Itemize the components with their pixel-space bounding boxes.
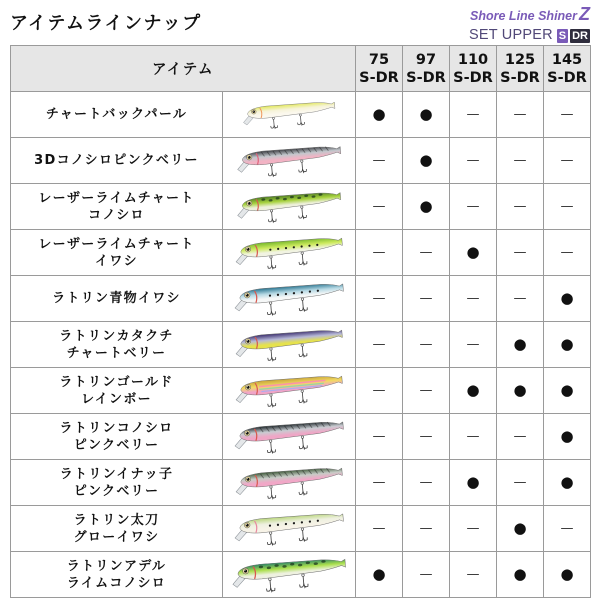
availability-cell-125 bbox=[497, 506, 544, 552]
availability-cell-97 bbox=[403, 460, 450, 506]
front-treble-hook bbox=[266, 301, 275, 315]
lure-body bbox=[247, 100, 335, 120]
column-type-label: S-DR bbox=[359, 69, 399, 86]
lure-icon bbox=[233, 464, 345, 501]
item-image-cell bbox=[223, 414, 356, 460]
availability-cell-75 bbox=[356, 460, 403, 506]
column-size-label: 75 bbox=[368, 51, 390, 68]
column-header-97 bbox=[403, 46, 450, 92]
front-treble-hook bbox=[267, 255, 276, 269]
availability-cell-125 bbox=[497, 322, 544, 368]
lure-drawing bbox=[235, 143, 344, 179]
availability-cell-125 bbox=[497, 460, 544, 506]
item-name: ラトリンカタクチ bbox=[59, 328, 174, 344]
availability-cell-145 bbox=[544, 138, 591, 184]
unavailable-mark: — bbox=[560, 245, 574, 260]
unavailable-mark: — bbox=[419, 475, 433, 490]
lure-icon bbox=[232, 418, 346, 456]
lure-drawing bbox=[241, 99, 337, 131]
available-mark: ● bbox=[560, 427, 574, 445]
rear-treble-hook bbox=[298, 160, 307, 173]
unavailable-mark: — bbox=[466, 567, 480, 582]
unavailable-mark: — bbox=[419, 245, 433, 260]
availability-cell-125 bbox=[497, 414, 544, 460]
column-type-label: S-DR bbox=[453, 69, 493, 86]
lure-body bbox=[237, 557, 346, 581]
availability-cell-97 bbox=[403, 92, 450, 138]
item-name-cell bbox=[11, 368, 223, 414]
item-name: イワシ bbox=[95, 253, 138, 269]
availability-cell-110 bbox=[450, 506, 497, 552]
availability-cell-145 bbox=[544, 322, 591, 368]
lure-drawing bbox=[233, 464, 345, 501]
availability-cell-75 bbox=[356, 138, 403, 184]
lure-icon bbox=[232, 510, 346, 548]
column-header-110 bbox=[450, 46, 497, 92]
availability-cell-110 bbox=[450, 552, 497, 598]
rear-treble-hook bbox=[298, 528, 307, 542]
rear-treble-hook bbox=[298, 298, 307, 312]
unavailable-mark: — bbox=[560, 199, 574, 214]
item-name-cell bbox=[11, 92, 223, 138]
available-mark: ● bbox=[560, 565, 574, 583]
logo-brand-line bbox=[448, 6, 590, 25]
front-treble-hook bbox=[270, 117, 278, 129]
lure-body bbox=[240, 328, 343, 351]
availability-cell-145 bbox=[544, 460, 591, 506]
availability-cell-75 bbox=[356, 230, 403, 276]
rear-treble-hook bbox=[298, 436, 307, 450]
column-type-label: S-DR bbox=[547, 69, 587, 86]
availability-cell-145 bbox=[544, 184, 591, 230]
unavailable-mark: — bbox=[513, 245, 527, 260]
lure-icon bbox=[233, 372, 345, 409]
availability-cell-145 bbox=[544, 92, 591, 138]
column-size-label: 125 bbox=[504, 51, 536, 68]
unavailable-mark: — bbox=[513, 199, 527, 214]
logo-badge-dr: DR bbox=[572, 29, 588, 42]
unavailable-mark: — bbox=[372, 245, 386, 260]
lure-eye bbox=[245, 246, 251, 252]
available-mark: ● bbox=[560, 473, 574, 491]
availability-cell-125 bbox=[497, 138, 544, 184]
lure-drawing bbox=[235, 189, 344, 225]
lure-drawing bbox=[232, 510, 346, 548]
front-treble-hook bbox=[267, 393, 276, 407]
available-mark: ● bbox=[372, 105, 386, 123]
unavailable-mark: — bbox=[419, 383, 433, 398]
item-name: ライムコノシロ bbox=[66, 575, 167, 591]
availability-cell-75 bbox=[356, 368, 403, 414]
lure-icon bbox=[230, 555, 349, 594]
availability-cell-125 bbox=[497, 184, 544, 230]
header-item: アイテム bbox=[11, 46, 356, 92]
availability-cell-110 bbox=[450, 230, 497, 276]
item-image-cell bbox=[223, 276, 356, 322]
availability-cell-110 bbox=[450, 92, 497, 138]
availability-cell-97 bbox=[403, 414, 450, 460]
available-mark: ● bbox=[513, 381, 527, 399]
column-size-label: 97 bbox=[415, 51, 437, 68]
availability-cell-97 bbox=[403, 368, 450, 414]
rear-treble-hook bbox=[298, 482, 307, 496]
item-image-cell bbox=[223, 322, 356, 368]
unavailable-mark: — bbox=[466, 337, 480, 352]
item-name-cell bbox=[11, 138, 223, 184]
item-image-cell bbox=[223, 368, 356, 414]
column-size-label: 110 bbox=[457, 51, 489, 68]
item-name: 3Dコノシロピンクベリー bbox=[34, 153, 199, 168]
lure-icon bbox=[235, 189, 344, 225]
item-image-cell bbox=[223, 460, 356, 506]
available-mark: ● bbox=[513, 335, 527, 353]
availability-cell-110 bbox=[450, 460, 497, 506]
availability-cell-125 bbox=[497, 552, 544, 598]
unavailable-mark: — bbox=[466, 429, 480, 444]
unavailable-mark: — bbox=[372, 291, 386, 306]
unavailable-mark: — bbox=[466, 153, 480, 168]
lure-body bbox=[240, 374, 343, 397]
lure-body bbox=[239, 420, 344, 443]
availability-cell-75 bbox=[356, 552, 403, 598]
brand-logo bbox=[448, 6, 590, 44]
lure-icon bbox=[235, 143, 344, 179]
column-header-145 bbox=[544, 46, 591, 92]
item-name-cell bbox=[11, 322, 223, 368]
lure-eye bbox=[245, 384, 251, 390]
availability-cell-110 bbox=[450, 276, 497, 322]
lure-drawing bbox=[233, 372, 345, 409]
available-mark: ● bbox=[560, 381, 574, 399]
available-mark: ● bbox=[466, 381, 480, 399]
availability-cell-110 bbox=[450, 138, 497, 184]
availability-cell-75 bbox=[356, 506, 403, 552]
availability-cell-145 bbox=[544, 230, 591, 276]
available-mark: ● bbox=[419, 105, 433, 123]
unavailable-mark: — bbox=[419, 291, 433, 306]
item-name-cell bbox=[11, 184, 223, 230]
unavailable-mark: — bbox=[560, 153, 574, 168]
item-image-cell bbox=[223, 552, 356, 598]
availability-cell-110 bbox=[450, 368, 497, 414]
lure-icon bbox=[232, 280, 346, 318]
item-image-cell bbox=[223, 184, 356, 230]
availability-cell-97 bbox=[403, 552, 450, 598]
lure-body bbox=[240, 466, 343, 489]
availability-cell-125 bbox=[497, 368, 544, 414]
rear-treble-hook bbox=[297, 114, 305, 126]
unavailable-mark: — bbox=[419, 337, 433, 352]
item-name-cell bbox=[11, 460, 223, 506]
unavailable-mark: — bbox=[466, 521, 480, 536]
lineup-table bbox=[10, 45, 591, 598]
unavailable-mark: — bbox=[419, 429, 433, 444]
item-name: ラトリンコノシロ bbox=[59, 420, 174, 436]
item-name: チャートベリー bbox=[66, 345, 167, 361]
availability-cell-110 bbox=[450, 184, 497, 230]
availability-cell-110 bbox=[450, 322, 497, 368]
front-treble-hook bbox=[266, 531, 275, 545]
rear-treble-hook bbox=[299, 574, 309, 589]
logo-brand-mark: Z bbox=[579, 4, 590, 24]
unavailable-mark: — bbox=[372, 383, 386, 398]
lure-drawing bbox=[232, 280, 346, 318]
availability-cell-75 bbox=[356, 276, 403, 322]
column-type-label: S-DR bbox=[406, 69, 446, 86]
item-image-cell bbox=[223, 230, 356, 276]
front-treble-hook bbox=[268, 163, 277, 176]
front-treble-hook bbox=[267, 347, 276, 361]
item-name-cell bbox=[11, 230, 223, 276]
availability-cell-97 bbox=[403, 322, 450, 368]
unavailable-mark: — bbox=[372, 153, 386, 168]
item-name: ピンクベリー bbox=[73, 437, 160, 453]
unavailable-mark: — bbox=[513, 429, 527, 444]
unavailable-mark: — bbox=[466, 291, 480, 306]
unavailable-mark: — bbox=[513, 291, 527, 306]
rear-treble-hook bbox=[298, 344, 307, 358]
available-mark: ● bbox=[466, 243, 480, 261]
available-mark: ● bbox=[419, 197, 433, 215]
logo-brand-name: Shore Line Shiner bbox=[470, 9, 577, 23]
availability-cell-125 bbox=[497, 276, 544, 322]
rear-treble-hook bbox=[298, 390, 307, 404]
lure-body bbox=[242, 144, 341, 166]
item-name: ラトリン太刀 bbox=[73, 512, 160, 528]
unavailable-mark: — bbox=[513, 153, 527, 168]
lure-eye bbox=[244, 430, 250, 436]
column-size-label: 145 bbox=[551, 51, 583, 68]
front-treble-hook bbox=[266, 439, 275, 453]
logo-series-line bbox=[448, 27, 590, 44]
availability-cell-97 bbox=[403, 184, 450, 230]
unavailable-mark: — bbox=[466, 107, 480, 122]
availability-cell-75 bbox=[356, 414, 403, 460]
lure-body bbox=[242, 190, 341, 212]
available-mark: ● bbox=[560, 335, 574, 353]
item-name: ラトリン青物イワシ bbox=[52, 291, 181, 306]
lure-drawing bbox=[233, 234, 345, 271]
unavailable-mark: — bbox=[372, 199, 386, 214]
availability-cell-125 bbox=[497, 230, 544, 276]
availability-cell-145 bbox=[544, 368, 591, 414]
front-treble-hook bbox=[266, 578, 276, 593]
availability-cell-75 bbox=[356, 92, 403, 138]
availability-cell-145 bbox=[544, 506, 591, 552]
availability-cell-97 bbox=[403, 138, 450, 184]
lure-drawing bbox=[233, 326, 345, 363]
lure-body bbox=[240, 236, 343, 259]
item-name: ピンクベリー bbox=[73, 483, 160, 499]
lure-eye bbox=[244, 292, 250, 298]
unavailable-mark: — bbox=[466, 199, 480, 214]
item-name: レーザーライムチャート bbox=[38, 190, 195, 206]
unavailable-mark: — bbox=[513, 475, 527, 490]
lure-drawing bbox=[232, 418, 346, 456]
available-mark: ● bbox=[372, 565, 386, 583]
availability-cell-75 bbox=[356, 184, 403, 230]
lure-body bbox=[239, 512, 344, 535]
lure-drawing bbox=[230, 555, 349, 594]
item-name: ラトリンゴールド bbox=[59, 374, 174, 390]
unavailable-mark: — bbox=[513, 107, 527, 122]
logo-series-name: SET UPPER bbox=[469, 27, 553, 43]
column-type-label: S-DR bbox=[500, 69, 540, 86]
lure-eye bbox=[242, 568, 248, 574]
item-name-cell bbox=[11, 506, 223, 552]
lure-eye bbox=[245, 338, 251, 344]
unavailable-mark: — bbox=[419, 567, 433, 582]
unavailable-mark: — bbox=[372, 337, 386, 352]
lure-body bbox=[239, 282, 344, 305]
available-mark: ● bbox=[560, 289, 574, 307]
item-name: レインボー bbox=[81, 391, 152, 407]
item-name: チャートバックパール bbox=[45, 107, 188, 122]
lure-icon bbox=[233, 326, 345, 363]
unavailable-mark: — bbox=[372, 429, 386, 444]
availability-cell-145 bbox=[544, 414, 591, 460]
logo-badge-s: S bbox=[558, 29, 567, 42]
item-name: コノシロ bbox=[88, 207, 145, 223]
item-image-cell bbox=[223, 92, 356, 138]
item-name: レーザーライムチャート bbox=[38, 236, 195, 252]
rear-treble-hook bbox=[298, 206, 307, 219]
item-image-cell bbox=[223, 138, 356, 184]
available-mark: ● bbox=[419, 151, 433, 169]
available-mark: ● bbox=[466, 473, 480, 491]
column-header-75 bbox=[356, 46, 403, 92]
unavailable-mark: — bbox=[560, 521, 574, 536]
availability-cell-97 bbox=[403, 506, 450, 552]
lure-eye bbox=[251, 109, 256, 114]
front-treble-hook bbox=[268, 209, 277, 222]
lure-eye bbox=[245, 476, 251, 482]
front-treble-hook bbox=[267, 485, 276, 499]
item-name: ラトリンアデル bbox=[66, 558, 167, 574]
available-mark: ● bbox=[513, 519, 527, 537]
page-title: アイテムラインナップ bbox=[10, 13, 202, 34]
item-name-cell bbox=[11, 276, 223, 322]
unavailable-mark: — bbox=[419, 521, 433, 536]
availability-cell-125 bbox=[497, 92, 544, 138]
item-name-cell bbox=[11, 552, 223, 598]
column-header-125 bbox=[497, 46, 544, 92]
item-image-cell bbox=[223, 506, 356, 552]
availability-cell-110 bbox=[450, 414, 497, 460]
lure-eye bbox=[246, 154, 252, 160]
availability-cell-145 bbox=[544, 276, 591, 322]
item-name-cell bbox=[11, 414, 223, 460]
lure-icon bbox=[233, 234, 345, 271]
item-name: グローイワシ bbox=[73, 529, 160, 545]
rear-treble-hook bbox=[298, 252, 307, 266]
unavailable-mark: — bbox=[372, 475, 386, 490]
availability-cell-75 bbox=[356, 322, 403, 368]
lure-eye bbox=[244, 522, 250, 528]
availability-cell-97 bbox=[403, 276, 450, 322]
item-name: ラトリンイナッ子 bbox=[59, 466, 174, 482]
availability-cell-97 bbox=[403, 230, 450, 276]
lure-icon bbox=[241, 99, 337, 131]
unavailable-mark: — bbox=[560, 107, 574, 122]
availability-cell-145 bbox=[544, 552, 591, 598]
available-mark: ● bbox=[513, 565, 527, 583]
lure-eye bbox=[246, 200, 252, 206]
unavailable-mark: — bbox=[372, 521, 386, 536]
